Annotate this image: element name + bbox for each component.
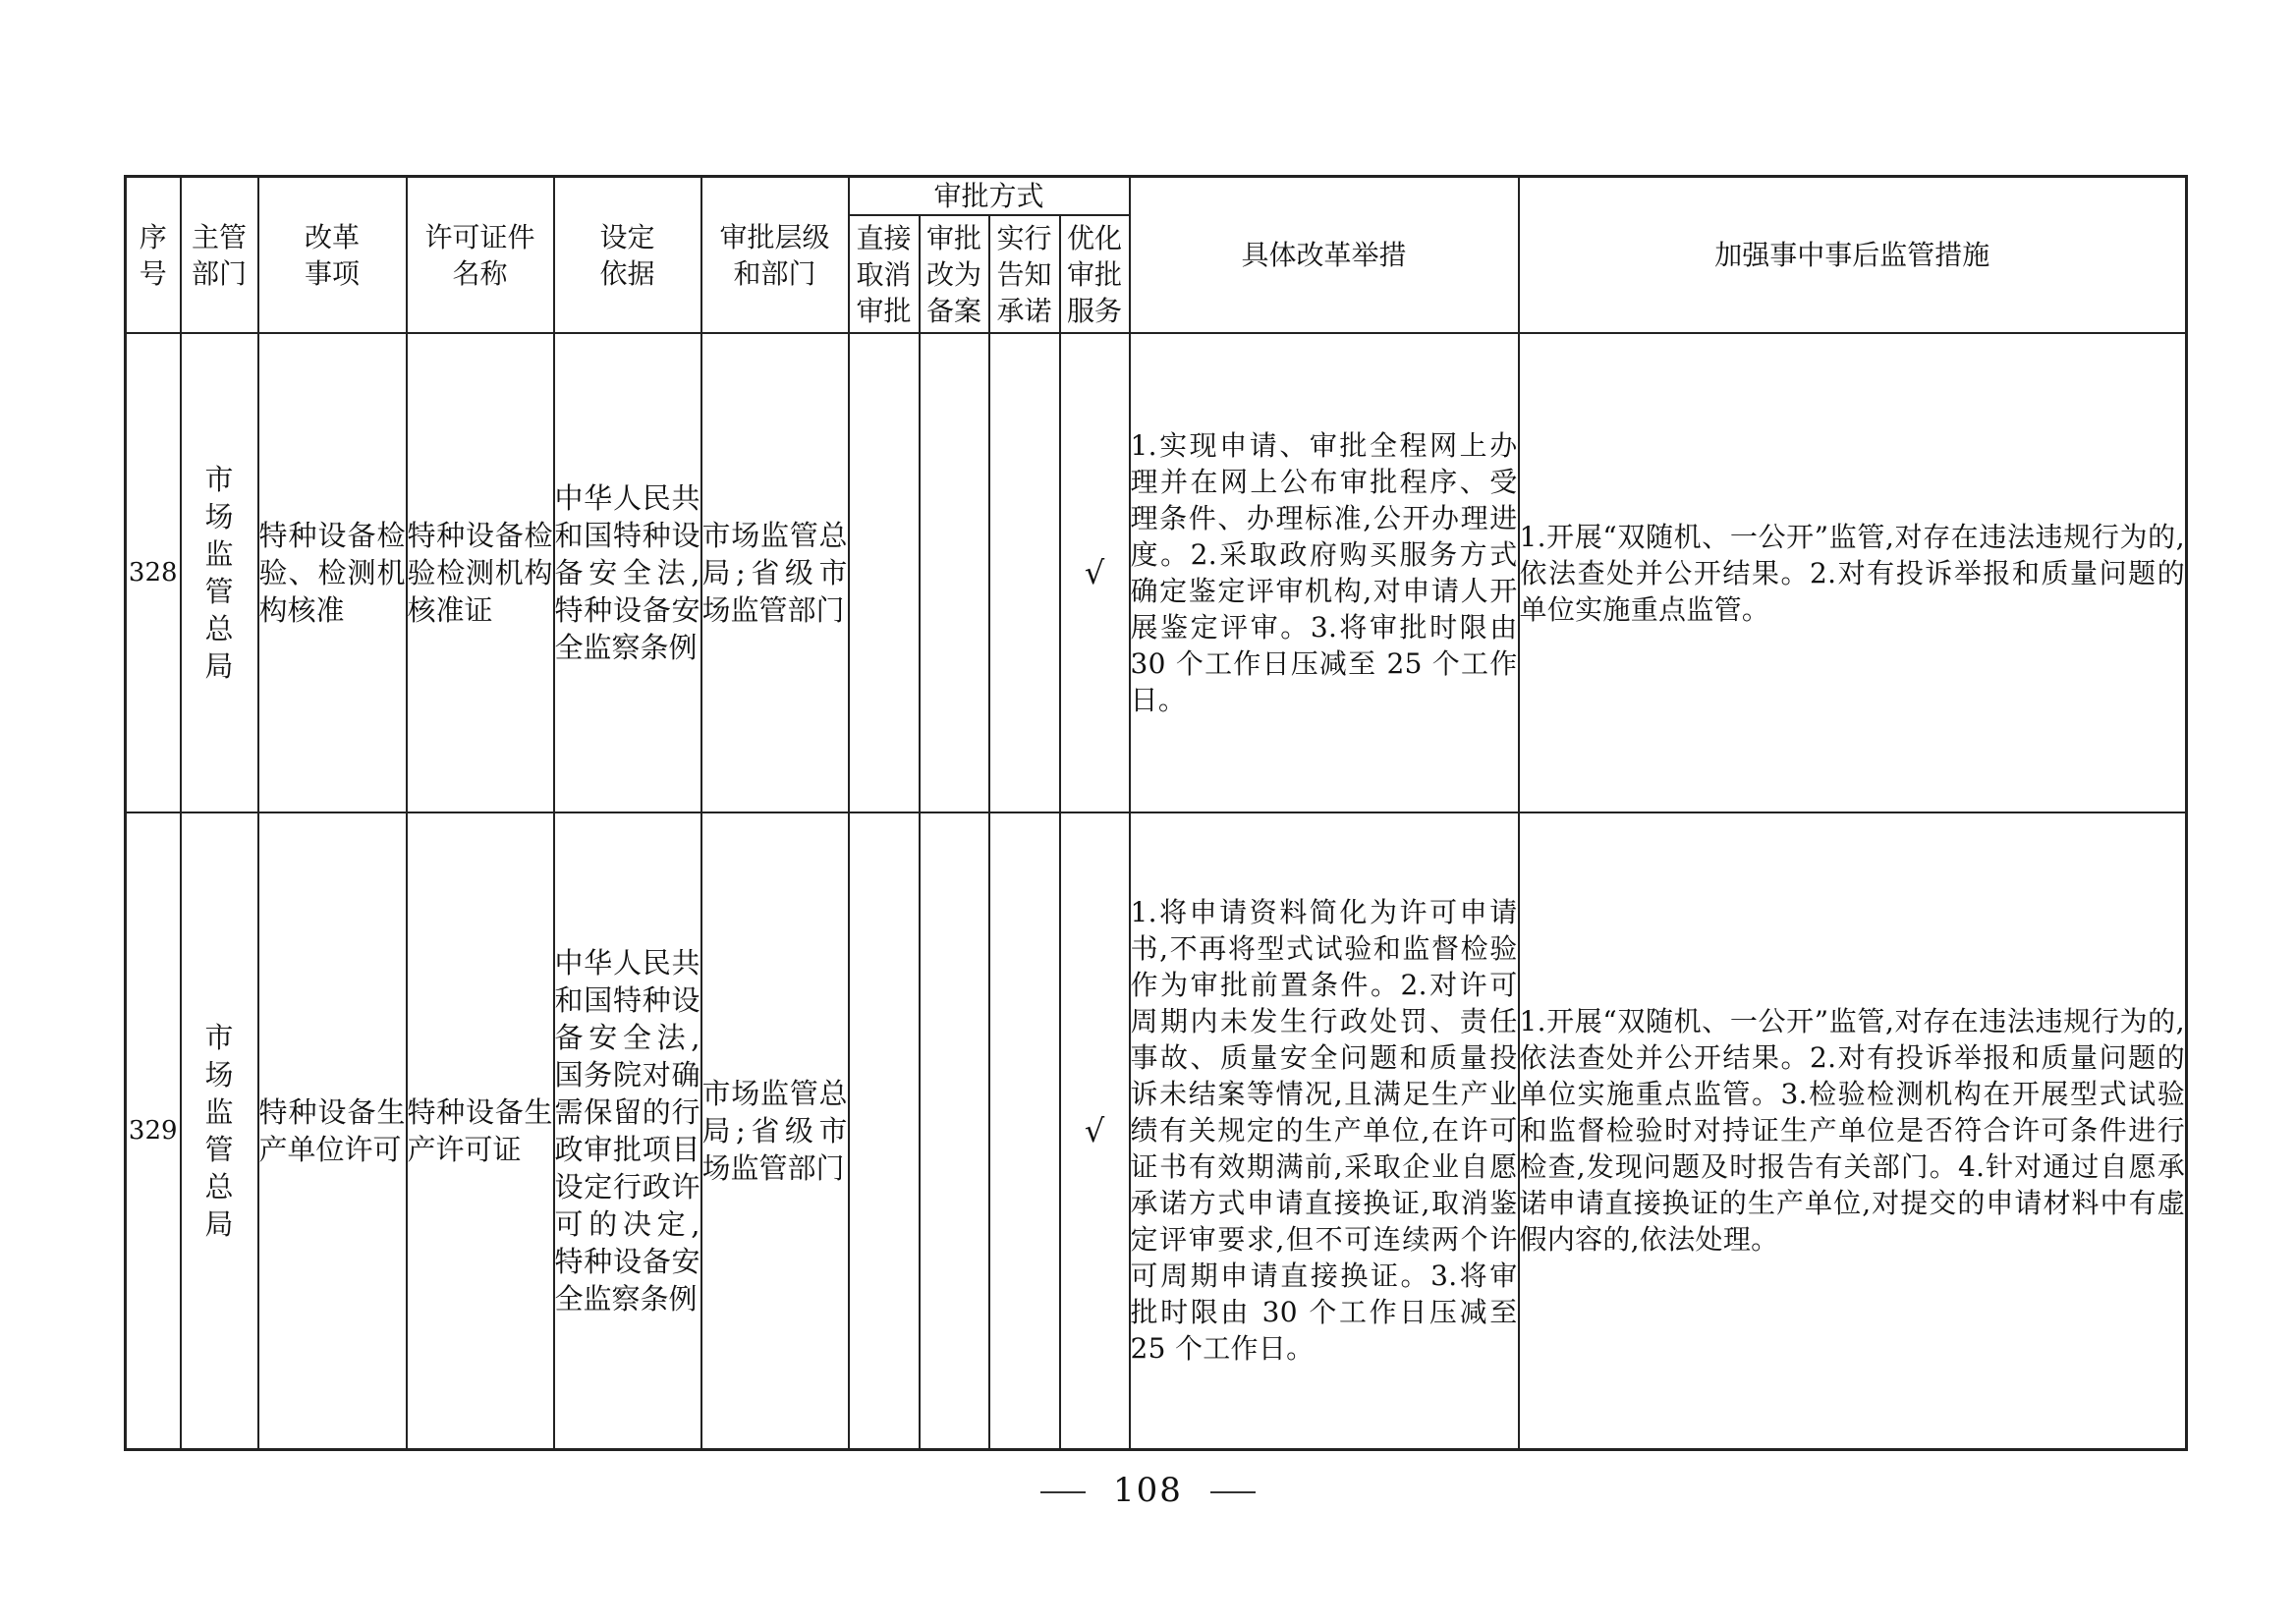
table-row [126,333,2187,812]
header-method-optimize [1060,215,1130,333]
row-supervision: 1.开展“双随机、一公开”监管,对存在违法违规行为的,依法查处并公开结果。2.对有投诉举报和质量问题的单位实施重点监管。 [1519,333,2187,812]
header-seq [126,177,181,334]
header-method-group [849,177,1130,216]
header-measures-label: 具体改革举措 [1241,239,1407,271]
row-measures: 1.将申请资料简化为许可申请书,不再将型式试验和监督检验作为审批前置条件。2.对许可周期内未发生行政处罚、责任事故、质量安全问题和质量投诉未结案等情况,且满足生产业绩有关规定的生产单位,在许可证书有效期满前,采取企业自愿承诺方式申请直接换证,取消鉴定评审要求,但不可连续两个许可周期申请直接换证。3.将审批时限由 30 个工作日压减至 25 个工作日。 [1130,812,1519,1449]
header-method-cancel [849,215,920,333]
header-dept-label: 主管部门 [191,220,247,290]
row-method-cancel [849,812,920,1449]
header-basis-label: 设定依据 [599,220,655,290]
header-basis [554,177,701,334]
header-supervision-label: 加强事中事后监管措施 [1714,239,1990,271]
row-method-cancel [849,333,920,812]
header-license-label: 许可证件名称 [424,220,535,290]
header-level [701,177,849,334]
row-item: 特种设备生产单位许可 [258,812,407,1449]
header-measures [1130,177,1519,334]
row-dept [181,812,258,1449]
table-row [126,812,2187,1449]
row-license: 特种设备生产许可证 [407,812,554,1449]
row-level: 市场监管总局;省级市场监管部门 [701,333,849,812]
footer-dash-left [1040,1491,1086,1493]
row-dept-text: 市场监管总局 [204,1020,234,1241]
page-number: 108 [1113,1471,1183,1510]
header-method-optimize-label: 优化审批服务 [1066,221,1122,327]
header-method-filing [920,215,989,333]
reform-table [124,175,2188,1451]
row-seq: 328 [126,333,181,812]
header-item [258,177,407,334]
row-dept [181,333,258,812]
header-method-commit-label: 实行告知承诺 [996,221,1052,327]
header-dept [181,177,258,334]
row-method-optimize-check: √ [1060,812,1130,1449]
header-method-filing-label: 审批改为备案 [925,221,981,327]
row-basis: 中华人民共和国特种设备安全法,国务院对确需保留的行政审批项目设定行政许可的决定,特种设备安全监察条例 [554,812,701,1449]
row-basis: 中华人民共和国特种设备安全法,特种设备安全监察条例 [554,333,701,812]
header-method-commit [989,215,1060,333]
page-footer [0,1471,2296,1510]
row-item: 特种设备检验、检测机构核准 [258,333,407,812]
header-level-label: 审批层级和部门 [719,220,830,290]
header-seq-label: 序号 [139,220,167,290]
row-method-filing [920,812,989,1449]
header-method-cancel-label: 直接取消审批 [856,221,912,327]
row-supervision: 1.开展“双随机、一公开”监管,对存在违法违规行为的,依法查处并公开结果。2.对有投诉举报和质量问题的单位实施重点监管。3.检验检测机构在开展型式试验和监督检验时对持证生产单位是否符合许可条件进行检查,发现问题及时报告有关部门。4.针对通过自愿承诺申请直接换证的生产单位,对提交的申请材料中有虚假内容的,依法处理。 [1519,812,2187,1449]
header-method-group-label: 审批方式 [933,180,1044,212]
header-license [407,177,554,334]
row-method-commit [989,812,1060,1449]
row-license: 特种设备检验检测机构核准证 [407,333,554,812]
row-method-filing [920,333,989,812]
row-dept-text: 市场监管总局 [204,463,234,683]
row-method-commit [989,333,1060,812]
row-level: 市场监管总局;省级市场监管部门 [701,812,849,1449]
row-seq: 329 [126,812,181,1449]
row-measures: 1.实现申请、审批全程网上办理并在网上公布审批程序、受理条件、办理标准,公开办理进度。2.采取政府购买服务方式确定鉴定评审机构,对申请人开展鉴定评审。3.将审批时限由 30 个工作日压减至 25 个工作日。 [1130,333,1519,812]
footer-dash-right [1210,1491,1256,1493]
row-method-optimize-check: √ [1060,333,1130,812]
header-item-label: 改革事项 [304,220,360,290]
header-supervision [1519,177,2187,334]
